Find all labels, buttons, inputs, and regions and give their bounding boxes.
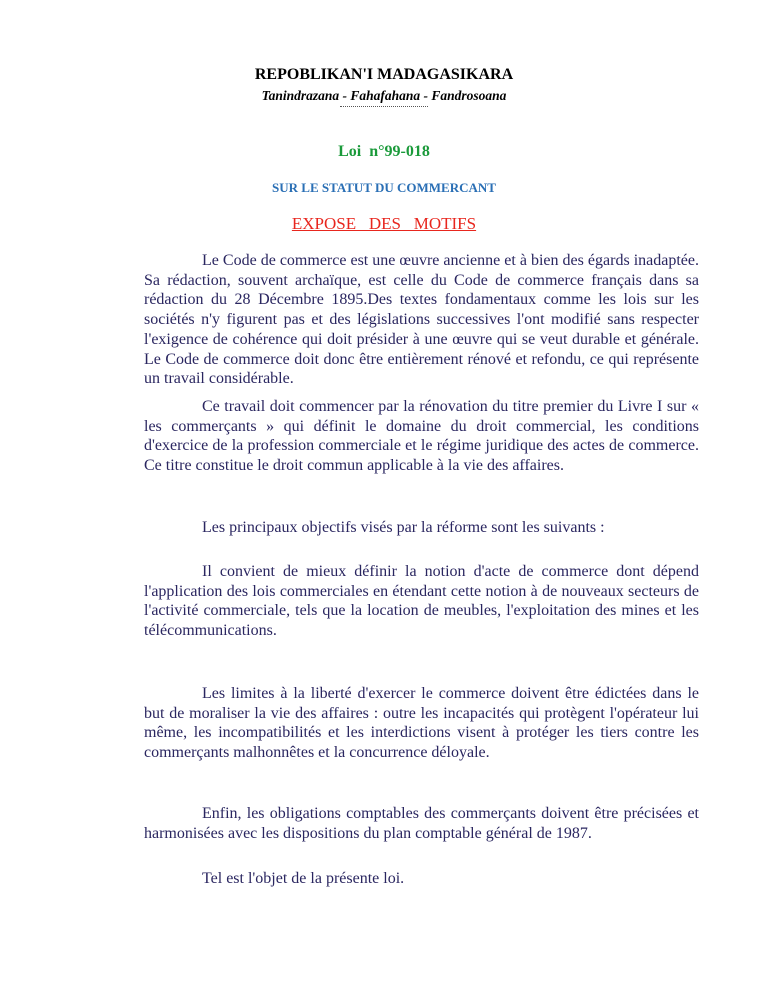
paragraph [144, 518, 699, 538]
paragraph-text: Le Code de commerce est une œuvre ancienne et à bien des égards inadaptée. Sa rédaction, souvent archaïque, est celle du Code de commerce français dans sa rédaction du 28 Décembre 1895.Des textes fondamentaux comme les lois sur les sociétés n'y figurent pas et des législations successives l'ont modifié sans respecter l'exigence de cohérence qui doit présider à une œuvre qui se veut durable et générale. Le Code de commerce doit donc être entièrement rénové et refondu, ce qui représente un travail considérable. [144, 252, 699, 388]
republic-title: REPOBLIKAN'I MADAGASIKARA [254, 66, 514, 83]
paragraph [144, 397, 699, 476]
paragraph [144, 562, 699, 641]
national-motto: Tanindrazana - Fahafahana - Fandrosoana [261, 88, 507, 103]
section-title [0, 214, 768, 234]
law-number: Loi n°99-018 [338, 143, 430, 160]
motto-underline [340, 106, 428, 107]
paragraph-text: Tel est l'objet de la présente loi. [202, 870, 405, 887]
law-subject: SUR LE STATUT DU COMMERCANT [272, 180, 496, 195]
paragraph-text: Enfin, les obligations comptables des commerçants doivent être précisées et harmonisées avec les dispositions du plan comptable général de 1987. [144, 805, 699, 842]
paragraph [144, 251, 699, 389]
paragraph-text: Ce travail doit commencer par la rénovation du titre premier du Livre I sur « les commerçants » qui définit le domaine du droit commercial, les conditions d'exercice de la profession commerciale et le régime juridique des actes de commerce. Ce titre constitue le droit commun applicable à la vie des affaires. [144, 398, 699, 475]
paragraph-text: Les principaux objectifs visés par la réforme sont les suivants : [202, 519, 605, 536]
paragraph [144, 684, 699, 763]
paragraph-text: Il convient de mieux définir la notion d'acte de commerce dont dépend l'application des lois commerciales en étendant cette notion à de nouveaux secteurs de l'activité commerciale, tels que la location de meubles, l'exploitation des mines et les télécommunications. [144, 563, 699, 640]
section-title-text: EXPOSE DES MOTIFS [291, 214, 477, 233]
paragraph [144, 869, 699, 889]
paragraph-text: Les limites à la liberté d'exercer le commerce doivent être édictées dans le but de moraliser la vie des affaires : outre les incapacités qui protègent l'opérateur lui même, les incompatibilités et les interdictions visent à protéger les tiers contre les commerçants malhonnêtes et la concurrence déloyale. [144, 685, 699, 762]
paragraph [144, 804, 699, 843]
